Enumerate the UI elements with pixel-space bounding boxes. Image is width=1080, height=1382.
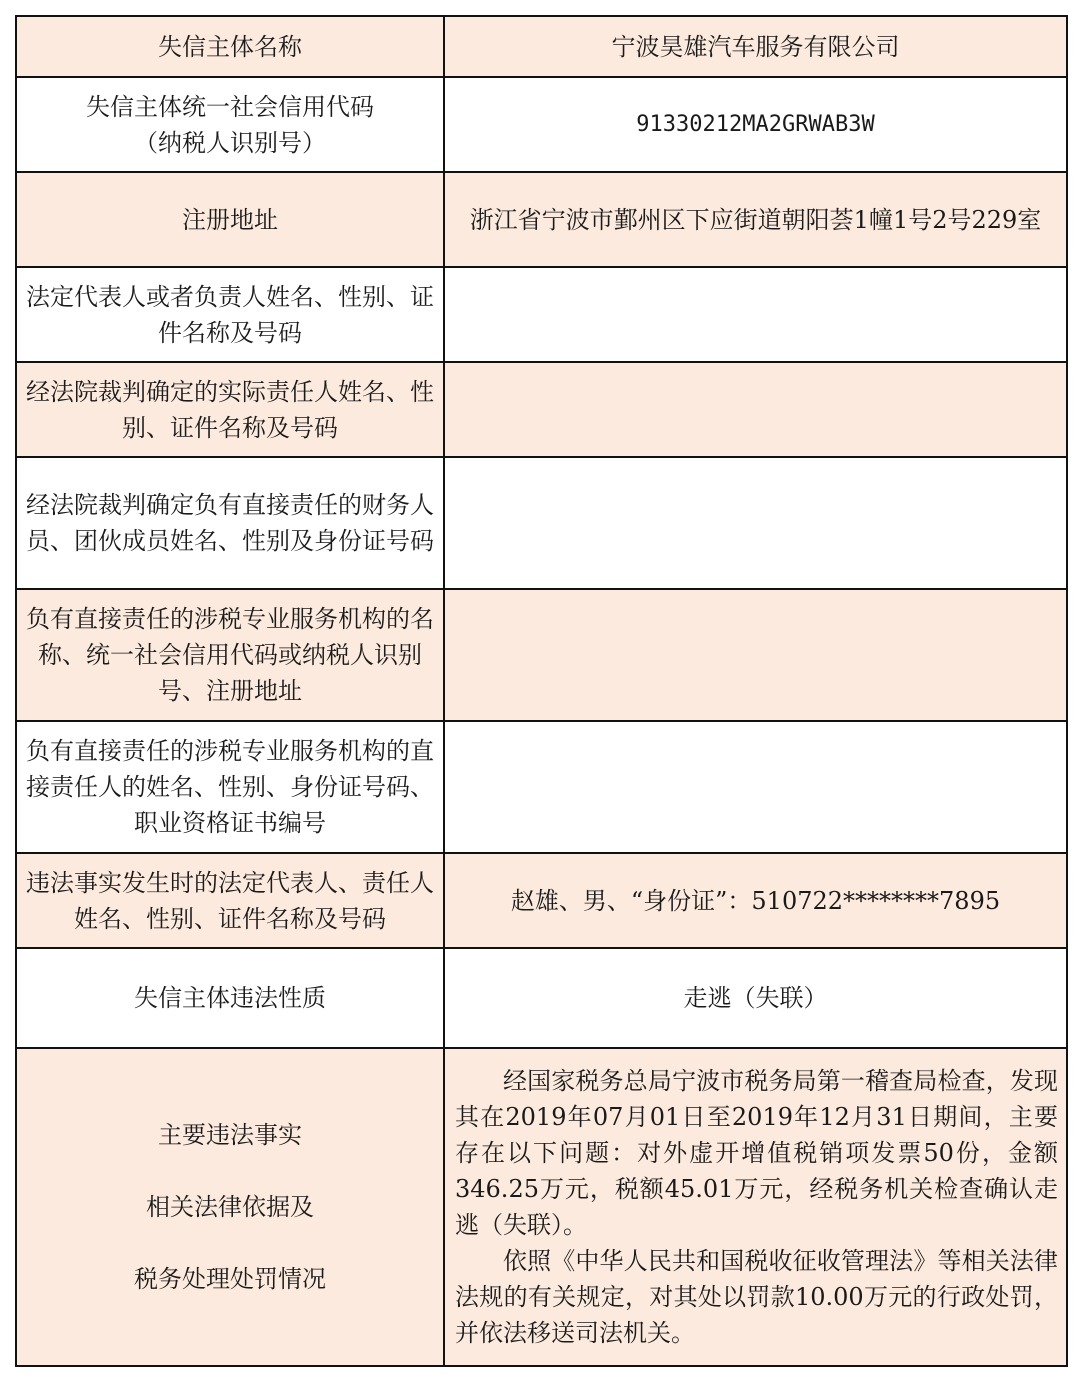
main-facts-label-line-1: 主要违法事实 (158, 1121, 302, 1149)
main-facts-label (16, 1048, 444, 1366)
row-violation-representative (16, 853, 1067, 948)
row-tax-agency (16, 589, 1067, 721)
actual-responsible-person-value (444, 362, 1067, 457)
row-entity-name (16, 16, 1067, 77)
registered-address-label: 注册地址 (16, 172, 444, 267)
main-facts-label-line-2: 相关法律依据及 (146, 1193, 314, 1221)
entity-name-label: 失信主体名称 (16, 16, 444, 77)
violation-nature-label: 失信主体违法性质 (16, 948, 444, 1048)
row-violation-nature (16, 948, 1067, 1048)
credit-code-value: 91330212MA2GRWAB3W (444, 77, 1067, 172)
blacklist-record (15, 15, 1066, 1367)
tax-agency-person-value (444, 721, 1067, 853)
facts-paragraph-2: 依照《中华人民共和国税收征收管理法》等相关法律法规的有关规定，对其处以罚款10.00万元的行政处罚，并依法移送司法机关。 (455, 1247, 1058, 1347)
credit-code-label (16, 77, 444, 172)
registered-address-value: 浙江省宁波市鄞州区下应街道朝阳荟1幢1号2号229室 (444, 172, 1067, 267)
credit-code-label-line-2: （纳税人识别号） (134, 128, 326, 157)
main-facts-label-line-3: 税务处理处罚情况 (134, 1265, 326, 1293)
financial-staff-value (444, 457, 1067, 589)
facts-paragraph-1: 经国家税务总局宁波市税务局第一稽查局检查，发现其在2019年07月01日至2019年12月31日期间，主要存在以下问题：对外虚开增值税销项发票50份，金额346.25万元，税额45.01万元，经税务机关检查确认走逃（失联）。 (455, 1067, 1058, 1239)
tax-agency-label: 负有直接责任的涉税专业服务机构的名称、统一社会信用代码或纳税人识别号、注册地址 (16, 589, 444, 721)
row-credit-code (16, 77, 1067, 172)
tax-agency-person-label: 负有直接责任的涉税专业服务机构的直接责任人的姓名、性别、身份证号码、职业资格证书编号 (16, 721, 444, 853)
violation-representative-label: 违法事实发生时的法定代表人、责任人姓名、性别、证件名称及号码 (16, 853, 444, 948)
legal-representative-label: 法定代表人或者负责人姓名、性别、证件名称及号码 (16, 267, 444, 362)
violation-representative-value: 赵雄、男、“身份证”：510722********7895 (444, 853, 1067, 948)
legal-representative-value (444, 267, 1067, 362)
violation-nature-value: 走逃（失联） (444, 948, 1067, 1048)
credit-code-label-line-1: 失信主体统一社会信用代码 (86, 92, 374, 121)
record-table (15, 15, 1068, 1367)
entity-name-value: 宁波昊雄汽车服务有限公司 (444, 16, 1067, 77)
main-facts-value (444, 1048, 1067, 1366)
row-main-facts (16, 1048, 1067, 1366)
row-tax-agency-person (16, 721, 1067, 853)
row-registered-address (16, 172, 1067, 267)
tax-agency-value (444, 589, 1067, 721)
row-legal-representative (16, 267, 1067, 362)
row-financial-staff (16, 457, 1067, 589)
actual-responsible-person-label: 经法院裁判确定的实际责任人姓名、性别、证件名称及号码 (16, 362, 444, 457)
financial-staff-label: 经法院裁判确定负有直接责任的财务人员、团伙成员姓名、性别及身份证号码 (16, 457, 444, 589)
row-actual-responsible-person (16, 362, 1067, 457)
